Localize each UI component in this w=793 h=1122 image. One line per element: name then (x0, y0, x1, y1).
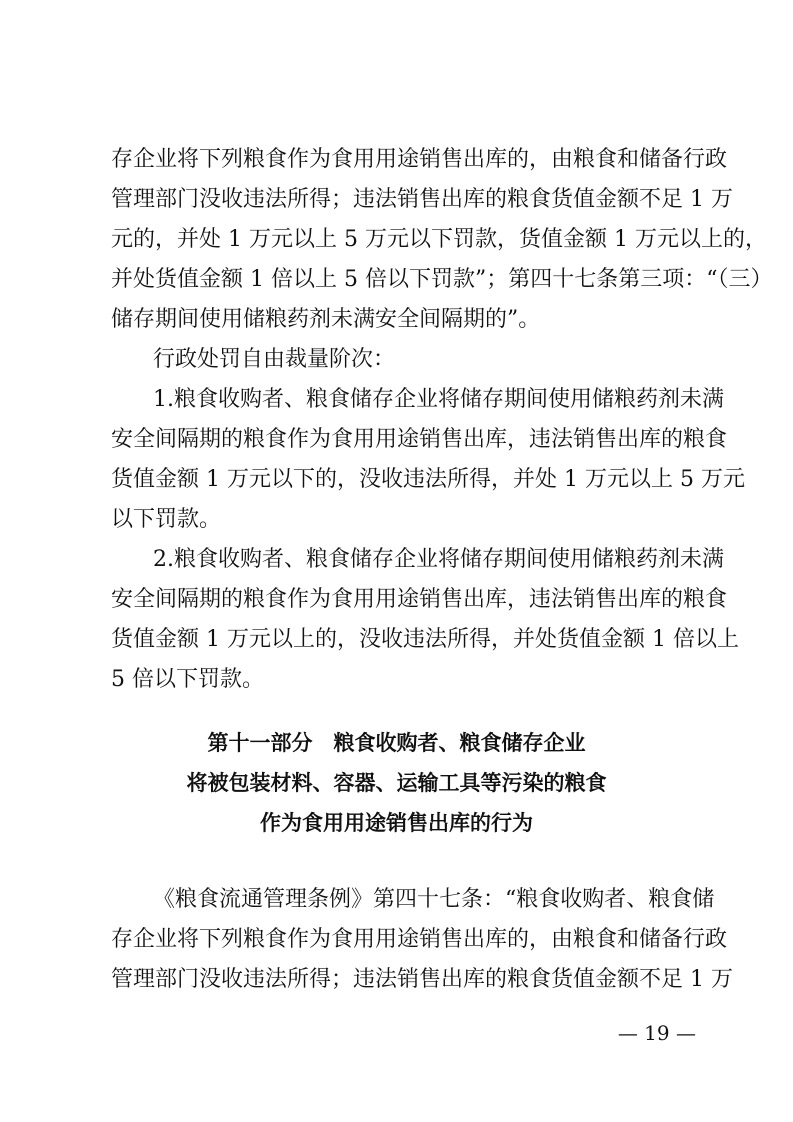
paragraph-line: 元的，并处 1 万元以上 5 万元以下罚款，货值金额 1 万元以上的， (111, 227, 767, 252)
item-2-line: 5 倍以下罚款。 (111, 667, 264, 692)
item-2-line: 安全间隔期的粮食作为食用用途销售出库，违法销售出库的粮食 (111, 587, 728, 612)
item-1-line: 货值金额 1 万元以下的，没收违法所得，并处 1 万元以上 5 万元 (111, 467, 745, 492)
page-number: — 19 — (617, 1021, 696, 1045)
paragraph-line: 并处货值金额 1 倍以上 5 倍以下罚款”；第四十七条第三项：“（三） (111, 267, 773, 292)
item-1-line: 以下罚款。 (111, 507, 222, 532)
item-2-line: 2.粮食收购者、粮食储存企业将储存期间使用储粮药剂未满 (153, 547, 724, 572)
item-1-line: 1.粮食收购者、粮食储存企业将储存期间使用储粮药剂未满 (153, 387, 724, 412)
discretion-title: 行政处罚自由裁量阶次： (153, 347, 396, 372)
regulation-line: 《粮食流通管理条例》第四十七条：“粮食收购者、粮食储 (153, 887, 715, 912)
paragraph-line: 储存期间使用储粮药剂未满安全间隔期的”。 (111, 307, 541, 332)
regulation-line: 管理部门没收违法所得；违法销售出库的粮食货值金额不足 1 万 (111, 967, 733, 992)
section-heading-line: 将被包装材料、容器、运输工具等污染的粮食 (186, 771, 607, 795)
paragraph-line: 管理部门没收违法所得；违法销售出库的粮食货值金额不足 1 万 (111, 187, 733, 212)
item-1-line: 安全间隔期的粮食作为食用用途销售出库，违法销售出库的粮食 (111, 427, 728, 452)
paragraph-line: 存企业将下列粮食作为食用用途销售出库的，由粮食和储备行政 (111, 147, 728, 172)
section-heading-line: 作为食用用途销售出库的行为 (260, 811, 533, 835)
item-2-line: 货值金额 1 万元以上的，没收违法所得，并处货值金额 1 倍以上 (111, 627, 739, 652)
section-heading-line: 第十一部分 粮食收购者、粮食储存企业 (207, 731, 586, 755)
regulation-line: 存企业将下列粮食作为食用用途销售出库的，由粮食和储备行政 (111, 927, 728, 952)
